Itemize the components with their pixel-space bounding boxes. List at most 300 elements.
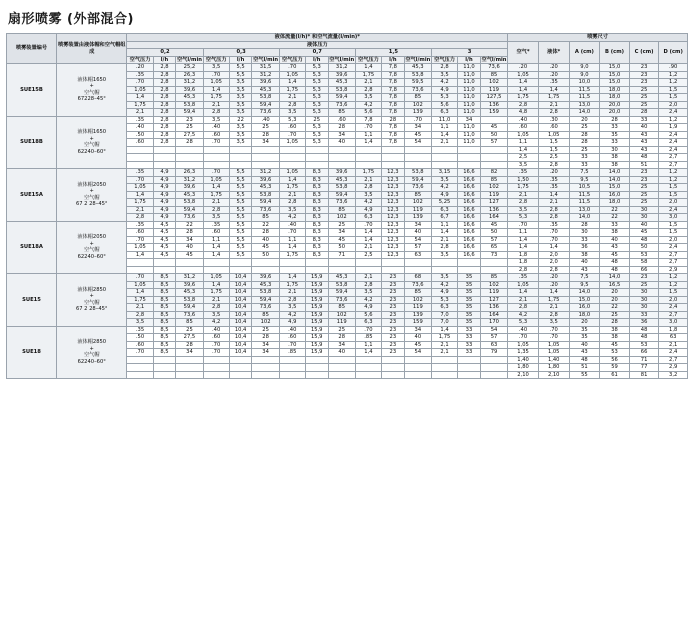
flow-cell: 5,5 xyxy=(229,71,252,79)
dimension-cell: .35 xyxy=(508,274,539,282)
flow-cell: .70 xyxy=(203,341,229,349)
flow-cell: 1,05 xyxy=(127,244,153,252)
flow-cell: 3,5 xyxy=(431,251,457,259)
flow-cell: 28 xyxy=(176,139,203,147)
flow-cell: 5,3 xyxy=(305,139,328,147)
flow-cell: 4,9 xyxy=(355,206,381,214)
dimension-cell: 1,05 xyxy=(538,341,569,349)
dimension-cell: 2,4 xyxy=(659,109,688,117)
flow-cell: 73,6 xyxy=(328,296,355,304)
flow-cell: 50 xyxy=(252,251,279,259)
dimension-cell: 43 xyxy=(629,131,659,139)
flow-cell: 85 xyxy=(328,206,355,214)
dimension-cell: 23 xyxy=(629,169,659,177)
flow-cell: 3,5 xyxy=(229,131,252,139)
flow-cell: 39,6 xyxy=(176,184,203,192)
flow-cell: 26,3 xyxy=(176,71,203,79)
flow-cell: 170 xyxy=(480,319,507,327)
flow-cell: 53,8 xyxy=(328,86,355,94)
spray-spec-table xyxy=(6,33,688,379)
dimension-cell: 2,0 xyxy=(659,236,688,244)
flow-cell: 8,3 xyxy=(305,236,328,244)
flow-cell: 1,1 xyxy=(355,131,381,139)
flow-cell: 73,6 xyxy=(328,199,355,207)
flow-cell: 159 xyxy=(404,319,431,327)
flow-cell xyxy=(480,146,507,154)
dimension-cell: 28 xyxy=(629,109,659,117)
dimension-cell: 1,40 xyxy=(538,356,569,364)
dimension-cell: 20 xyxy=(569,116,600,124)
dimension-cell: 1,5 xyxy=(659,229,688,237)
dimension-cell: 2,10 xyxy=(538,371,569,379)
flow-cell xyxy=(305,161,328,169)
flow-cell: 5,5 xyxy=(229,229,252,237)
flow-cell: 45 xyxy=(176,251,203,259)
flow-cell: 16,6 xyxy=(458,244,481,252)
flow-cell: 33 xyxy=(458,334,481,342)
flow-cell: 3,5 xyxy=(279,206,305,214)
dimension-cell: 30 xyxy=(629,289,659,297)
flow-cell: 53,8 xyxy=(328,184,355,192)
flow-cell: .70 xyxy=(404,116,431,124)
flow-cell: 34 xyxy=(252,349,279,357)
dimension-cell: 40 xyxy=(600,236,630,244)
flow-cell: 28 xyxy=(328,334,355,342)
dimension-cell: 59 xyxy=(600,364,630,372)
flow-cell: 2,1 xyxy=(203,101,229,109)
flow-cell: 45,3 xyxy=(176,191,203,199)
flow-cell xyxy=(305,154,328,162)
flow-cell: 11,0 xyxy=(458,94,481,102)
nozzle-code: SUE15A xyxy=(7,169,57,222)
flow-cell: 2,8 xyxy=(355,86,381,94)
dimension-cell: 2,4 xyxy=(659,139,688,147)
flow-cell xyxy=(404,266,431,274)
flow-cell: 63 xyxy=(480,341,507,349)
dimension-cell: 53 xyxy=(600,349,630,357)
flow-cell xyxy=(176,154,203,162)
flow-cell: 34 xyxy=(404,326,431,334)
flow-cell: 2,8 xyxy=(203,206,229,214)
flow-cell: 5,5 xyxy=(229,221,252,229)
dimension-cell: 2,9 xyxy=(659,364,688,372)
dimension-cell: 13,0 xyxy=(569,206,600,214)
flow-cell: 34 xyxy=(328,341,355,349)
header-pressure-3: 1,5 xyxy=(355,49,431,57)
flow-cell: 25 xyxy=(252,124,279,132)
dimension-cell: 1,50 xyxy=(508,176,539,184)
dimension-cell: 3,5 xyxy=(508,161,539,169)
flow-cell xyxy=(203,146,229,154)
header-sub-lh-2: l/h xyxy=(305,56,328,64)
flow-cell: 2,1 xyxy=(279,94,305,102)
flow-cell: 102 xyxy=(480,281,507,289)
flow-cell: 8,3 xyxy=(305,244,328,252)
flow-cell: 2,8 xyxy=(431,64,457,72)
flow-cell xyxy=(328,266,355,274)
flow-cell: 40 xyxy=(404,229,431,237)
flow-cell: .60 xyxy=(203,334,229,342)
dimension-cell: 1,5 xyxy=(538,146,569,154)
flow-cell: 1,75 xyxy=(279,251,305,259)
flow-cell: 4,9 xyxy=(431,86,457,94)
flow-cell xyxy=(355,146,381,154)
flow-cell: 8,3 xyxy=(305,199,328,207)
dimension-cell: 2,9 xyxy=(659,266,688,274)
flow-cell: 8,3 xyxy=(305,206,328,214)
dimension-cell: 43 xyxy=(629,139,659,147)
flow-cell: 40 xyxy=(328,139,355,147)
flow-cell: 3,5 xyxy=(355,191,381,199)
flow-cell: 15,9 xyxy=(305,319,328,327)
flow-cell: 1,05 xyxy=(127,86,153,94)
flow-cell xyxy=(404,146,431,154)
flow-cell: 1,4 xyxy=(431,131,457,139)
flow-cell: 6,3 xyxy=(431,109,457,117)
flow-cell xyxy=(381,259,404,267)
dimension-cell: 77 xyxy=(629,364,659,372)
flow-cell: 10,4 xyxy=(229,274,252,282)
flow-cell: 53,8 xyxy=(176,101,203,109)
dimension-cell: 15,0 xyxy=(600,64,630,72)
header-code: 喷雾装置编号 xyxy=(7,34,57,64)
flow-cell: .20 xyxy=(127,64,153,72)
flow-cell xyxy=(458,259,481,267)
dimension-cell: 1,4 xyxy=(508,236,539,244)
flow-cell xyxy=(279,356,305,364)
dimension-cell: 25 xyxy=(629,101,659,109)
flow-cell xyxy=(458,266,481,274)
flow-cell: 1,4 xyxy=(203,86,229,94)
flow-cell: 16,6 xyxy=(458,206,481,214)
flow-cell: 73,6 xyxy=(404,86,431,94)
flow-cell: .60 xyxy=(127,139,153,147)
flow-cell: 31,5 xyxy=(252,64,279,72)
flow-cell: 5,6 xyxy=(431,101,457,109)
flow-cell: .40 xyxy=(279,326,305,334)
flow-cell: 45,3 xyxy=(328,79,355,87)
flow-cell xyxy=(431,146,457,154)
dimension-cell: 1,2 xyxy=(659,116,688,124)
flow-cell: 59,4 xyxy=(176,304,203,312)
flow-cell: 1,75 xyxy=(127,296,153,304)
flow-cell: 11,0 xyxy=(458,139,481,147)
flow-cell: 4,2 xyxy=(279,214,305,222)
flow-cell: 127,5 xyxy=(480,94,507,102)
dimension-cell: 1,5 xyxy=(659,184,688,192)
flow-cell: 45 xyxy=(404,131,431,139)
flow-cell: 2,8 xyxy=(153,94,176,102)
page-title: 扇形喷雾 (外部混合) xyxy=(8,12,134,27)
flow-cell: 1,75 xyxy=(279,86,305,94)
flow-cell xyxy=(153,266,176,274)
header-dims-group: 喷雾尺寸 xyxy=(508,34,688,42)
dimension-cell: 1,4 xyxy=(508,244,539,252)
flow-cell: 85 xyxy=(404,94,431,102)
flow-cell: 1,4 xyxy=(127,251,153,259)
flow-cell: 50 xyxy=(328,244,355,252)
dimension-cell: 9,5 xyxy=(569,176,600,184)
flow-cell: 1,75 xyxy=(203,191,229,199)
dimension-cell: 36 xyxy=(569,244,600,252)
flow-cell: 45,3 xyxy=(404,64,431,72)
flow-cell: .35 xyxy=(127,169,153,177)
table-row xyxy=(7,169,688,177)
flow-cell: 159 xyxy=(480,109,507,117)
dimension-cell: 43 xyxy=(569,266,600,274)
flow-cell: 2,5 xyxy=(355,251,381,259)
flow-cell: 40 xyxy=(252,236,279,244)
dimension-cell: 25 xyxy=(629,86,659,94)
flow-cell: 35 xyxy=(458,281,481,289)
flow-cell: 34 xyxy=(404,221,431,229)
flow-cell xyxy=(153,371,176,379)
dimension-cell: 33 xyxy=(569,236,600,244)
dimension-cell: 35 xyxy=(600,131,630,139)
flow-cell: 5,3 xyxy=(305,94,328,102)
header-sub-lh-0: l/h xyxy=(153,56,176,64)
nozzle-setup: 液体帽1650 + 空气帽 62240–60° xyxy=(57,116,127,169)
dimension-cell: 1,5 xyxy=(659,191,688,199)
dimension-cell: 2,8 xyxy=(538,206,569,214)
flow-cell: 39,6 xyxy=(176,86,203,94)
dimension-cell: 2,5 xyxy=(538,154,569,162)
dimension-cell: 9,0 xyxy=(569,71,600,79)
flow-cell xyxy=(404,259,431,267)
nozzle-code: SUE18B xyxy=(7,116,57,169)
flow-cell: 73,6 xyxy=(252,109,279,117)
flow-cell: 2,8 xyxy=(355,184,381,192)
flow-cell: 2,8 xyxy=(279,101,305,109)
flow-cell: 5,25 xyxy=(431,199,457,207)
dimension-cell: 1,75 xyxy=(508,184,539,192)
flow-cell xyxy=(404,371,431,379)
dimension-cell: 2,0 xyxy=(538,251,569,259)
flow-cell: 59,4 xyxy=(252,296,279,304)
dimension-cell: 1,8 xyxy=(659,326,688,334)
flow-cell: 5,3 xyxy=(305,79,328,87)
flow-cell: 50 xyxy=(480,131,507,139)
dimension-cell: 53 xyxy=(629,341,659,349)
flow-cell: 119 xyxy=(480,86,507,94)
dimension-cell: 33 xyxy=(600,221,630,229)
flow-cell: 1,4 xyxy=(355,236,381,244)
flow-cell: 59,4 xyxy=(252,199,279,207)
header-dim-c: C (cm) xyxy=(629,41,659,64)
nozzle-setup: 液体帽1650 + 空气帽 67228–45° xyxy=(57,64,127,117)
flow-cell: 127 xyxy=(480,199,507,207)
flow-cell xyxy=(431,154,457,162)
flow-cell: 4,5 xyxy=(153,229,176,237)
flow-cell: 3,5 xyxy=(229,86,252,94)
header-flow-group: 液体流量(l/h)* 和空气流量(l/min)* xyxy=(127,34,508,42)
flow-cell: 16,6 xyxy=(458,229,481,237)
flow-cell: 3,5 xyxy=(431,274,457,282)
flow-cell xyxy=(480,266,507,274)
flow-cell: 1,4 xyxy=(279,244,305,252)
flow-cell: .70 xyxy=(203,169,229,177)
dimension-cell: .35 xyxy=(538,79,569,87)
dimension-cell: 35 xyxy=(569,326,600,334)
dimension-cell: 7,5 xyxy=(569,169,600,177)
flow-cell xyxy=(279,161,305,169)
dimension-cell: 1,2 xyxy=(659,169,688,177)
flow-cell xyxy=(176,161,203,169)
dimension-cell: 48 xyxy=(600,266,630,274)
dimension-cell: 53 xyxy=(629,251,659,259)
flow-cell: 1,4 xyxy=(355,349,381,357)
flow-cell: 31,2 xyxy=(328,64,355,72)
flow-cell: 54 xyxy=(404,236,431,244)
dimension-cell: 43 xyxy=(629,146,659,154)
flow-cell: 8,5 xyxy=(153,341,176,349)
flow-cell: 102 xyxy=(480,79,507,87)
flow-cell: 1,75 xyxy=(203,289,229,297)
flow-cell: 11,0 xyxy=(458,79,481,87)
flow-cell: 15,9 xyxy=(305,349,328,357)
flow-cell xyxy=(127,259,153,267)
flow-cell: 4,9 xyxy=(431,289,457,297)
flow-cell: 59,4 xyxy=(328,94,355,102)
dimension-cell: 15,0 xyxy=(600,79,630,87)
header-setup: 喷雾装置由液体帽和空气帽组成 xyxy=(57,34,127,64)
flow-cell: 45,3 xyxy=(176,289,203,297)
flow-cell: 85 xyxy=(404,191,431,199)
header-sub-airlmin-1: 空气l/min xyxy=(253,56,279,63)
flow-cell: .40 xyxy=(252,116,279,124)
flow-cell: .85 xyxy=(279,349,305,357)
flow-cell xyxy=(328,364,355,372)
flow-cell xyxy=(127,161,153,169)
dimension-cell: 45 xyxy=(600,251,630,259)
flow-cell: 39,6 xyxy=(328,169,355,177)
dimension-cell: 1,5 xyxy=(659,289,688,297)
dimension-cell: 2,8 xyxy=(508,101,539,109)
flow-cell xyxy=(458,364,481,372)
flow-cell xyxy=(176,371,203,379)
dimension-cell: 23 xyxy=(629,176,659,184)
flow-cell xyxy=(381,154,404,162)
flow-cell: 12,3 xyxy=(381,206,404,214)
flow-cell: 53,8 xyxy=(252,289,279,297)
flow-cell: 1,1 xyxy=(279,236,305,244)
flow-cell: 59,4 xyxy=(176,206,203,214)
dimension-cell: 1,4 xyxy=(508,289,539,297)
flow-cell xyxy=(355,154,381,162)
dimension-cell: 1,2 xyxy=(659,79,688,87)
dimension-cell: 1,5 xyxy=(538,139,569,147)
flow-cell: 23 xyxy=(381,296,404,304)
flow-cell: 28 xyxy=(252,334,279,342)
flow-cell: .60 xyxy=(328,116,355,124)
flow-cell: 164 xyxy=(480,311,507,319)
flow-cell xyxy=(279,146,305,154)
flow-cell: 23 xyxy=(381,311,404,319)
flow-cell: 102 xyxy=(404,199,431,207)
dimension-cell: 11,5 xyxy=(569,199,600,207)
flow-cell xyxy=(252,364,279,372)
dimension-cell: 2,1 xyxy=(538,199,569,207)
flow-cell: 40 xyxy=(328,349,355,357)
flow-cell: 2,1 xyxy=(355,79,381,87)
flow-cell: 53,8 xyxy=(252,191,279,199)
flow-cell: .70 xyxy=(127,274,153,282)
dimension-cell: 2,1 xyxy=(659,341,688,349)
dimension-cell: .70 xyxy=(538,229,569,237)
flow-cell: 12,3 xyxy=(381,244,404,252)
flow-cell: 2,8 xyxy=(153,101,176,109)
spec-table-body xyxy=(7,64,688,379)
flow-cell: 8,5 xyxy=(153,349,176,357)
flow-cell: 3,5 xyxy=(229,109,252,117)
flow-cell: 73,6 xyxy=(328,101,355,109)
flow-cell: 4,9 xyxy=(153,176,176,184)
dimension-cell: 25 xyxy=(569,124,600,132)
flow-cell: 4,2 xyxy=(355,296,381,304)
flow-cell: 1,75 xyxy=(431,334,457,342)
dimension-cell: 28 xyxy=(569,221,600,229)
flow-cell: 5,5 xyxy=(229,64,252,72)
flow-cell: 33 xyxy=(458,326,481,334)
dimension-cell: 1,8 xyxy=(508,251,539,259)
dimension-cell: 50 xyxy=(629,244,659,252)
flow-cell: 85 xyxy=(328,304,355,312)
flow-cell: .70 xyxy=(279,131,305,139)
dimension-cell: 20 xyxy=(600,296,630,304)
dimension-cell: 2,0 xyxy=(659,101,688,109)
dimension-cell: 15,0 xyxy=(600,184,630,192)
dimension-cell: .35 xyxy=(538,176,569,184)
flow-cell: 1,75 xyxy=(279,281,305,289)
flow-cell: 139 xyxy=(404,214,431,222)
header-pressure-1: 0,3 xyxy=(203,49,279,57)
flow-cell: 1,75 xyxy=(127,101,153,109)
flow-cell xyxy=(176,259,203,267)
flow-cell xyxy=(381,364,404,372)
flow-cell xyxy=(431,259,457,267)
dimension-cell: .20 xyxy=(538,71,569,79)
flow-cell: 25 xyxy=(176,326,203,334)
dimension-cell: 30 xyxy=(600,146,630,154)
flow-cell: 25,2 xyxy=(176,64,203,72)
header-sub-air-1: 空气压力 xyxy=(203,56,229,64)
flow-cell: 7,8 xyxy=(381,131,404,139)
flow-cell xyxy=(127,154,153,162)
dimension-cell: 22 xyxy=(600,304,630,312)
dimension-cell: .40 xyxy=(508,116,539,124)
flow-cell: 2,8 xyxy=(127,214,153,222)
flow-cell: 1,05 xyxy=(203,176,229,184)
flow-cell xyxy=(176,356,203,364)
flow-cell: 1,1 xyxy=(203,236,229,244)
flow-cell: 2,8 xyxy=(431,244,457,252)
dimension-cell: 1,05 xyxy=(508,341,539,349)
dimension-cell: .70 xyxy=(508,221,539,229)
dimension-cell: .20 xyxy=(538,169,569,177)
flow-cell: 15,9 xyxy=(305,289,328,297)
flow-cell: 1,4 xyxy=(279,79,305,87)
flow-cell: .70 xyxy=(127,79,153,87)
dimension-cell: 38 xyxy=(600,326,630,334)
flow-cell: 1,4 xyxy=(203,281,229,289)
flow-cell: 1,05 xyxy=(279,169,305,177)
dimension-cell: 40 xyxy=(569,259,600,267)
flow-cell: 8,3 xyxy=(305,251,328,259)
dimension-cell: 25 xyxy=(629,199,659,207)
dimension-cell: 33 xyxy=(600,124,630,132)
flow-cell: 4,2 xyxy=(431,79,457,87)
flow-cell: 35 xyxy=(458,311,481,319)
